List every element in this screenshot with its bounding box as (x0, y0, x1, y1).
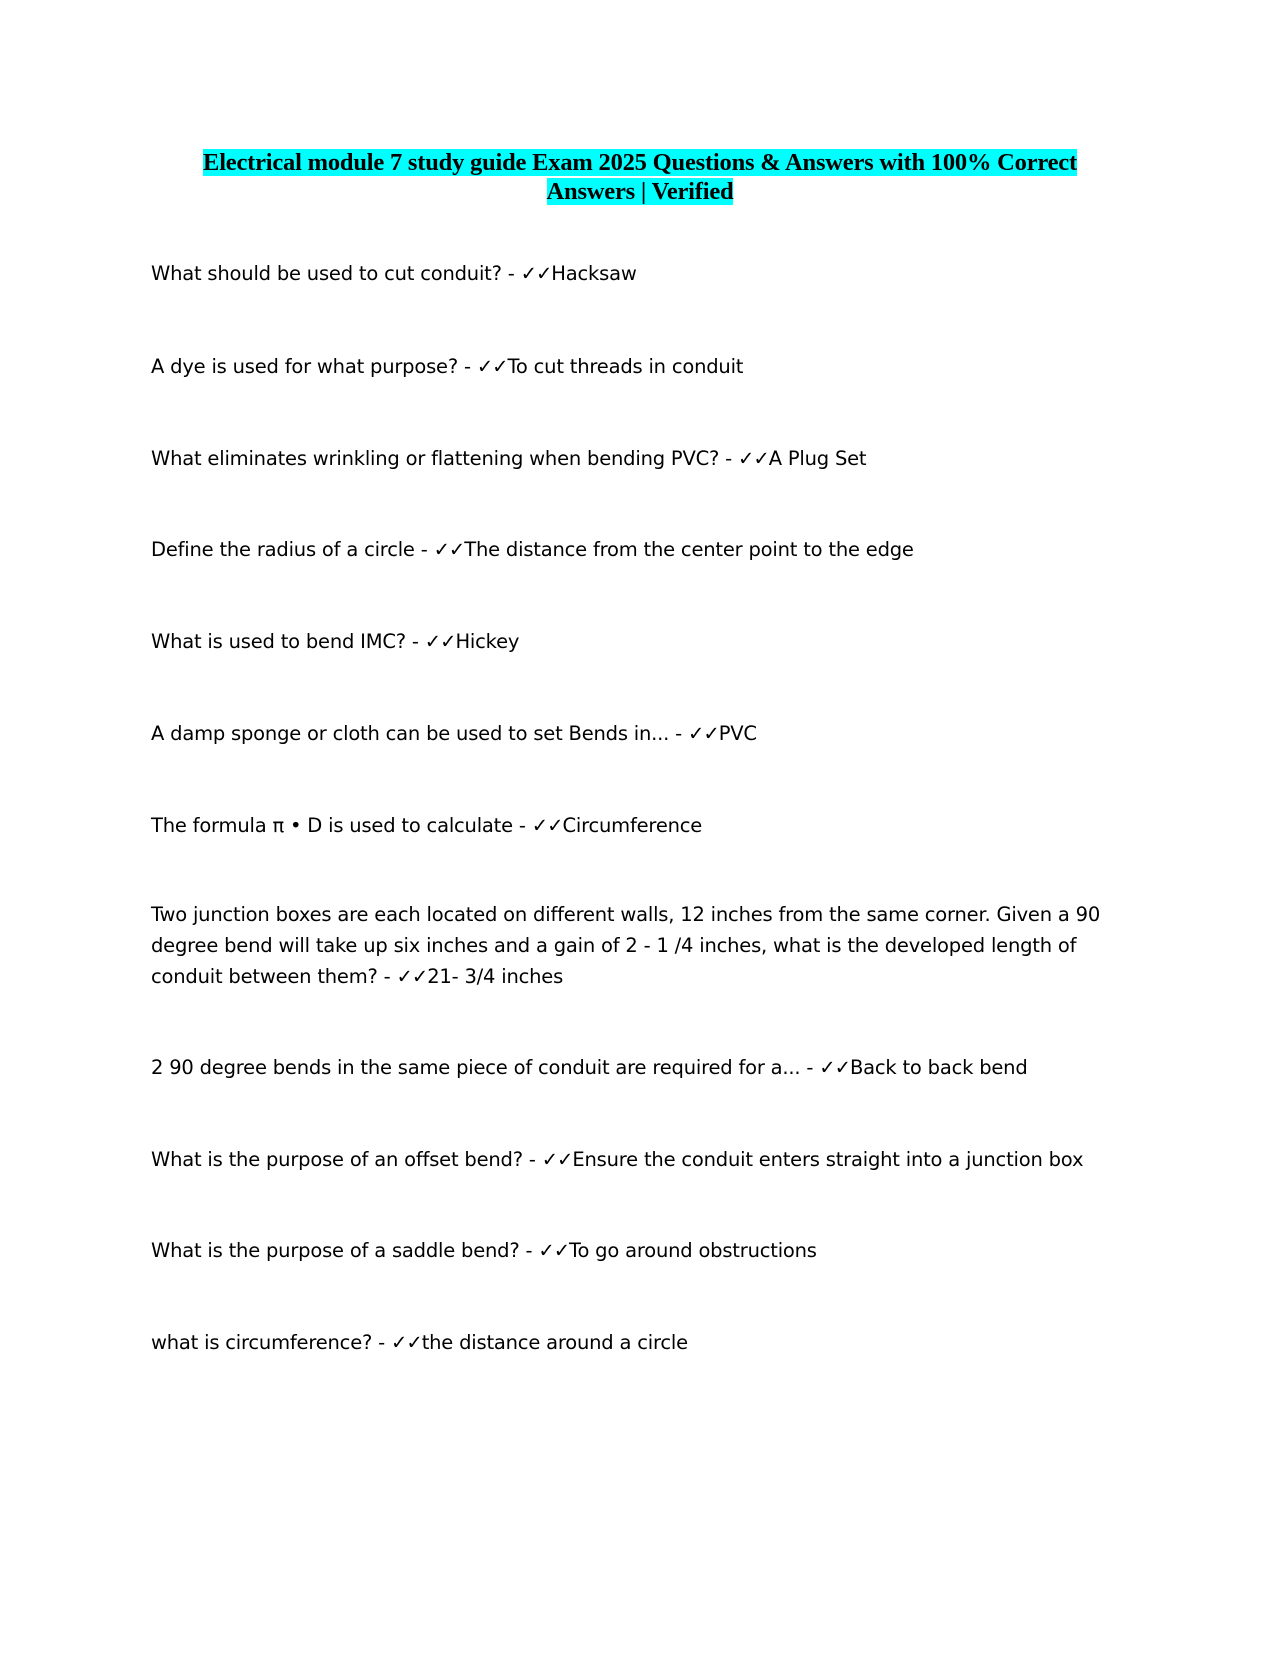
double-check-icon: ✓✓ (396, 965, 428, 988)
double-check-icon: ✓✓ (424, 630, 456, 653)
double-check-icon: ✓✓ (476, 355, 508, 378)
qa-item (151, 899, 1141, 992)
double-check-icon: ✓✓ (738, 447, 769, 470)
separator: - (669, 722, 689, 745)
question-text: what is circumference? (151, 1331, 373, 1354)
qa-item (151, 1052, 1141, 1083)
answer-text: PVC (718, 722, 757, 745)
title-line-2: Answers | Verified (546, 178, 734, 205)
question-text: What eliminates wrinkling or flattening when bending PVC? (151, 447, 720, 470)
question-text: What is the purpose of an offset bend? (151, 1148, 523, 1171)
answer-text: A Plug Set (768, 447, 867, 470)
question-text: What is used to bend IMC? (151, 630, 406, 653)
question-text: 2 90 degree bends in the same piece of conduit are required for a... (151, 1056, 801, 1079)
question-text: Two junction boxes are each located on different walls, 12 inches from the same corner. Given a 90 degree bend will take up six inches and a gain of 2 - 1 /4 inches, what is the developed length of conduit between them? (151, 903, 1101, 988)
qa-item (151, 258, 1141, 289)
separator: - (501, 262, 521, 285)
separator: - (372, 1331, 391, 1354)
double-check-icon: ✓✓ (688, 722, 719, 745)
answer-text: the distance around a circle (421, 1331, 688, 1354)
double-check-icon: ✓✓ (433, 538, 465, 561)
qa-item (151, 443, 1141, 474)
qa-item (151, 351, 1141, 382)
answer-text: The distance from the center point to the edge (464, 538, 914, 561)
double-check-icon: ✓✓ (819, 1056, 850, 1079)
answer-text: Hickey (455, 630, 520, 653)
separator: - (512, 814, 532, 837)
double-check-icon: ✓✓ (520, 262, 552, 285)
answer-text: To go around obstructions (569, 1239, 817, 1262)
separator: - (458, 355, 477, 378)
qa-item (151, 1144, 1141, 1175)
separator: - (800, 1056, 820, 1079)
answer-text: 21- 3/4 inches (427, 965, 564, 988)
double-check-icon: ✓✓ (541, 1148, 573, 1171)
separator: - (719, 447, 739, 470)
answer-text: Hacksaw (551, 262, 637, 285)
separator: - (414, 538, 434, 561)
double-check-icon: ✓✓ (531, 814, 563, 837)
separator: - (519, 1239, 539, 1262)
double-check-icon: ✓✓ (391, 1331, 422, 1354)
question-text: The formula π • D is used to calculate (151, 814, 513, 837)
separator: - (405, 630, 425, 653)
double-check-icon: ✓✓ (538, 1239, 570, 1262)
question-text: What should be used to cut conduit? (151, 262, 502, 285)
answer-text: Ensure the conduit enters straight into a junction box (572, 1148, 1084, 1171)
answer-text: Back to back bend (849, 1056, 1028, 1079)
qa-item (151, 810, 1141, 841)
qa-item (151, 718, 1141, 749)
question-text: A dye is used for what purpose? (151, 355, 458, 378)
separator: - (377, 965, 397, 988)
document-title (150, 148, 1130, 206)
separator: - (522, 1148, 542, 1171)
qa-item (151, 626, 1141, 657)
answer-text: Circumference (562, 814, 703, 837)
qa-item (151, 534, 1141, 565)
question-text: What is the purpose of a saddle bend? (151, 1239, 520, 1262)
question-text: Define the radius of a circle (151, 538, 415, 561)
qa-item (151, 1327, 1141, 1358)
qa-item (151, 1235, 1141, 1266)
answer-text: To cut threads in conduit (507, 355, 744, 378)
question-text: A damp sponge or cloth can be used to set Bends in... (151, 722, 670, 745)
title-line-1: Electrical module 7 study guide Exam 2025 Questions & Answers with 100% Correct (203, 149, 1077, 176)
